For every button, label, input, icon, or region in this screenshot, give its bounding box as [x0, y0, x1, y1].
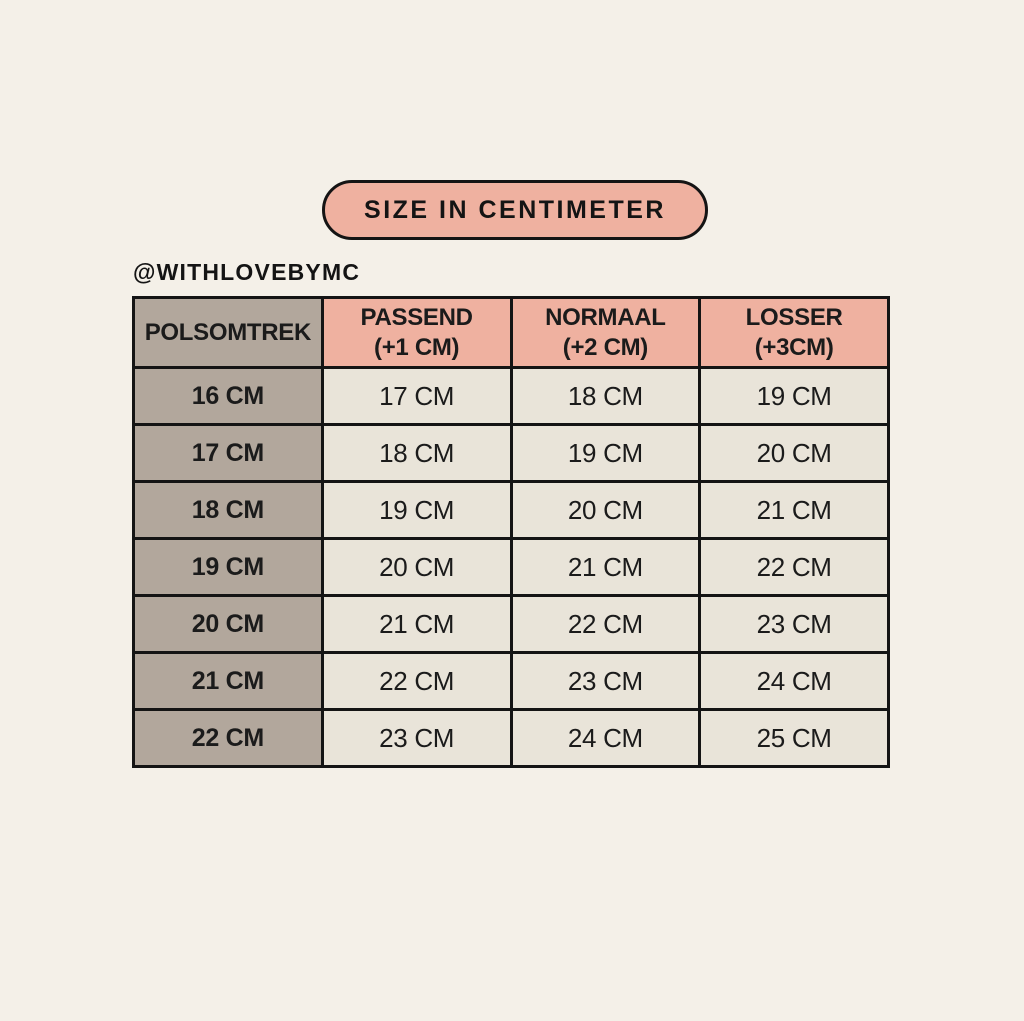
table-header-row	[134, 298, 889, 368]
column-header-sublabel: (+1 CM)	[374, 333, 460, 361]
column-header-label: NORMAAL	[545, 303, 666, 331]
size-value-cell: 17 CM	[322, 368, 511, 425]
column-header-sublabel: (+3CM)	[754, 333, 834, 361]
column-header-passend	[322, 298, 511, 368]
size-value-cell: 23 CM	[511, 653, 700, 710]
corner-header-cell: POLSOMTREK	[134, 298, 323, 368]
wrist-size-cell: 18 CM	[134, 482, 323, 539]
size-value-cell: 25 CM	[700, 710, 889, 767]
size-table	[132, 296, 890, 768]
size-value-cell: 20 CM	[700, 425, 889, 482]
social-handle: @WITHLOVEBYMC	[133, 259, 361, 285]
table-row	[134, 539, 889, 596]
wrist-size-cell: 21 CM	[134, 653, 323, 710]
size-value-cell: 21 CM	[700, 482, 889, 539]
table-body	[134, 368, 889, 767]
wrist-size-cell: 22 CM	[134, 710, 323, 767]
size-value-cell: 22 CM	[322, 653, 511, 710]
table-row	[134, 596, 889, 653]
wrist-size-cell: 16 CM	[134, 368, 323, 425]
size-value-cell: 18 CM	[511, 368, 700, 425]
size-value-cell: 22 CM	[700, 539, 889, 596]
title-badge	[322, 180, 708, 240]
size-value-cell: 23 CM	[700, 596, 889, 653]
table-row	[134, 710, 889, 767]
size-value-cell: 19 CM	[700, 368, 889, 425]
size-value-cell: 23 CM	[322, 710, 511, 767]
wrist-size-cell: 19 CM	[134, 539, 323, 596]
size-value-cell: 21 CM	[511, 539, 700, 596]
title-badge-label: SIZE IN CENTIMETER	[364, 195, 666, 224]
table-row	[134, 368, 889, 425]
size-value-cell: 19 CM	[511, 425, 700, 482]
size-value-cell: 24 CM	[511, 710, 700, 767]
size-value-cell: 21 CM	[322, 596, 511, 653]
size-value-cell: 20 CM	[322, 539, 511, 596]
column-header-label: PASSEND	[360, 303, 473, 331]
size-value-cell: 24 CM	[700, 653, 889, 710]
size-value-cell: 18 CM	[322, 425, 511, 482]
table-row	[134, 653, 889, 710]
size-value-cell: 20 CM	[511, 482, 700, 539]
column-header-normaal	[511, 298, 700, 368]
size-value-cell: 19 CM	[322, 482, 511, 539]
table-row	[134, 482, 889, 539]
column-header-label: LOSSER	[745, 303, 843, 331]
wrist-size-cell: 20 CM	[134, 596, 323, 653]
size-value-cell: 22 CM	[511, 596, 700, 653]
table-row	[134, 425, 889, 482]
column-header-sublabel: (+2 CM)	[562, 333, 648, 361]
wrist-size-cell: 17 CM	[134, 425, 323, 482]
column-header-losser	[700, 298, 889, 368]
